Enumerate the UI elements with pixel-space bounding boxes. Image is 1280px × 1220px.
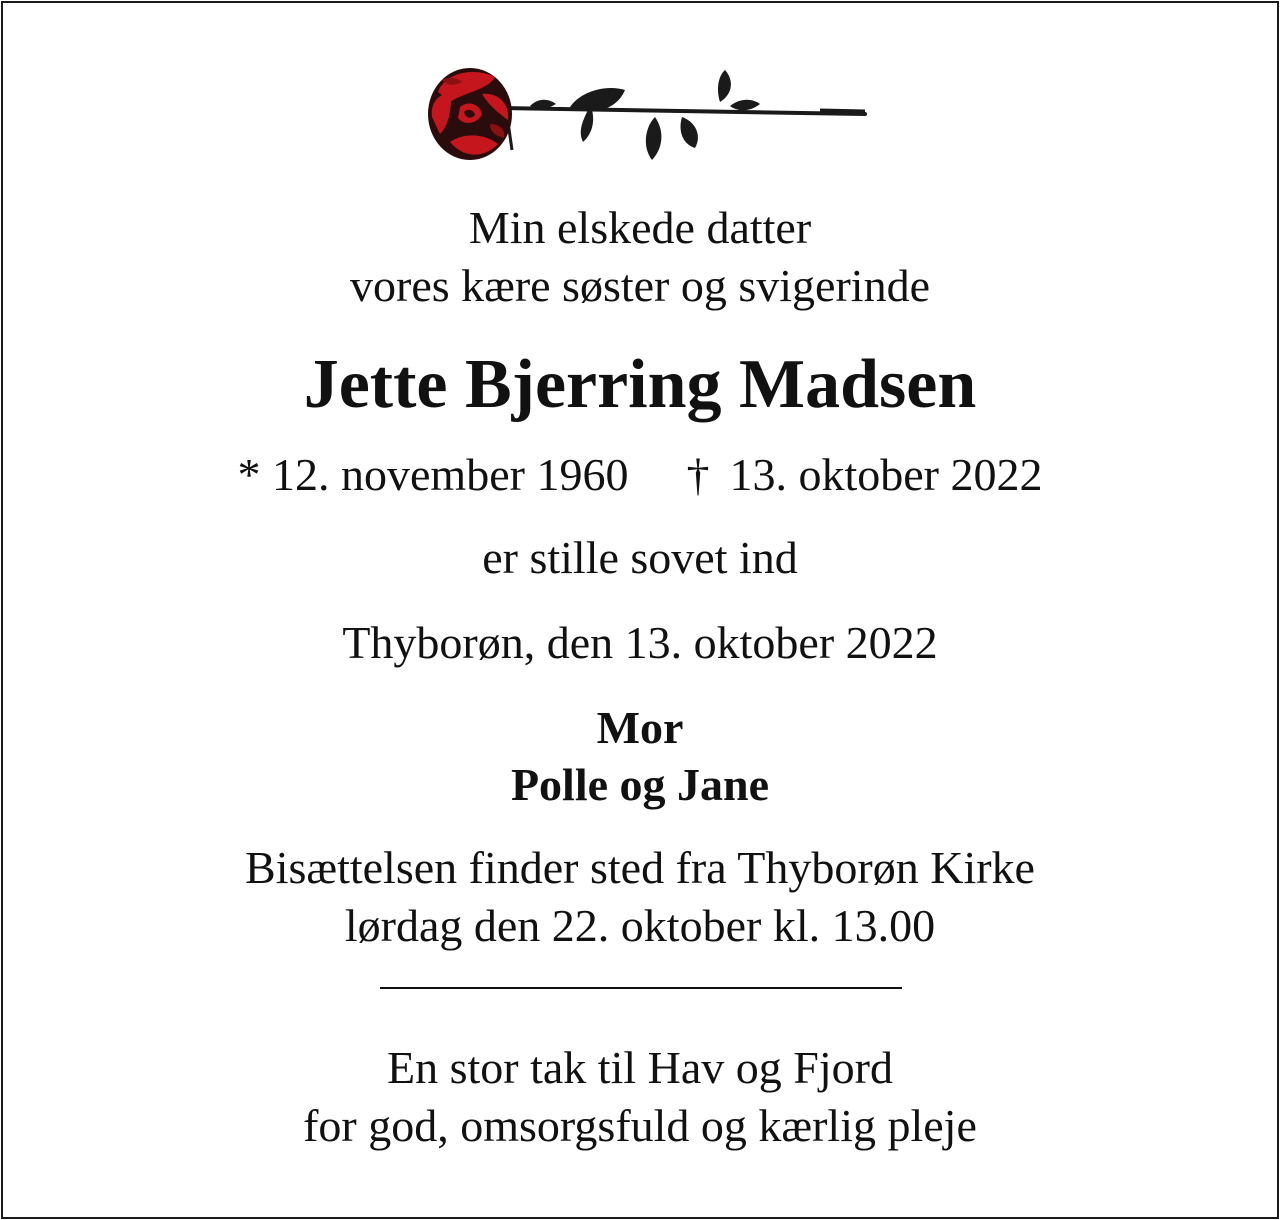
deceased-name: Jette Bjerring Madsen (303, 346, 977, 423)
place-and-date: Thyborøn, den 13. oktober 2022 (342, 617, 938, 668)
death-date: 13. oktober 2022 (729, 449, 1043, 500)
obituary-frame (1, 1, 1279, 1219)
intro-line-2: vores kære søster og svigerinde (350, 260, 930, 311)
passed-statement: er stille sovet ind (482, 532, 798, 583)
intro-line-1: Min elskede datter (468, 202, 812, 253)
mourner-line-1: Mor (596, 702, 684, 753)
funeral-line-1: Bisættelsen finder sted fra Thyborøn Kirke (245, 842, 1035, 893)
mourner-line-2: Polle og Jane (510, 759, 770, 810)
life-dates (0, 449, 1280, 500)
funeral-line-2: lørdag den 22. oktober kl. 13.00 (344, 900, 936, 951)
rose-icon (420, 62, 870, 167)
thanks-line-2: for god, omsorgsfuld og kærlig pleje (303, 1100, 977, 1151)
birth-symbol: * (237, 449, 261, 500)
birth-date: 12. november 1960 (272, 449, 629, 500)
divider-line (380, 987, 902, 989)
thanks-line-1: En stor tak til Hav og Fjord (387, 1042, 893, 1093)
death-symbol: † (686, 449, 710, 500)
